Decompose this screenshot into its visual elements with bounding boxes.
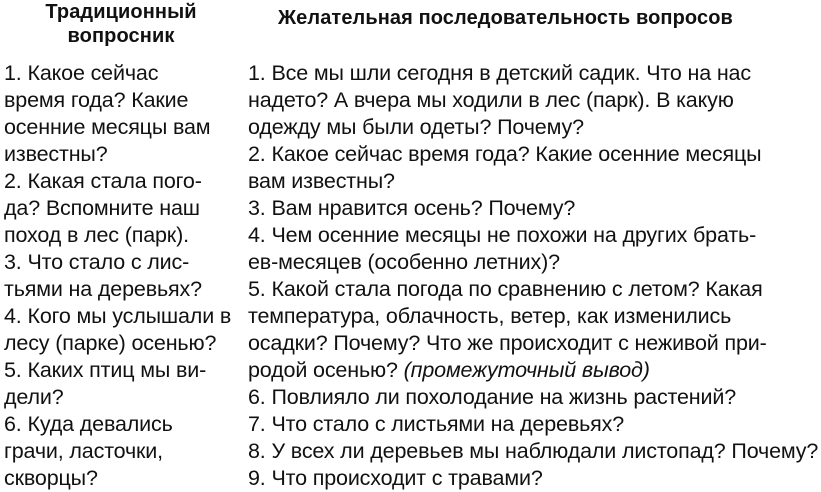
header-line-1: Традиционный <box>45 1 197 23</box>
text-line: осадки? Почему? Что же происходит с неживой при- <box>248 331 767 355</box>
text-line: 9. Что происходит с травами? <box>248 466 543 490</box>
text-line: 1. Какое сейчас <box>4 61 159 85</box>
text-line-with-note <box>248 357 818 384</box>
traditional-questionnaire-column <box>4 0 238 492</box>
text-line: скворцы? <box>4 466 98 490</box>
text-line: температура, облачность, ветер, как изменились <box>248 304 732 328</box>
text-line: 4. Кого мы услышали в <box>4 304 232 328</box>
text-segment: родой осенью? <box>248 358 398 382</box>
text-line: 7. Что стало с листьями на деревьях? <box>248 412 625 436</box>
text-line: вам известны? <box>248 169 395 193</box>
text-line: известны? <box>4 142 108 166</box>
text-line: дели? <box>4 385 64 409</box>
traditional-questionnaire-header <box>4 0 238 48</box>
text-line: ев-месяцев (особенно летних)? <box>248 250 560 274</box>
text-line: 5. Каких птиц мы ви- <box>4 358 207 382</box>
text-line: надето? А вчера мы ходили в лес (парк). В какую <box>248 88 734 112</box>
text-line: время года? Какие <box>4 88 189 112</box>
text-line: 3. Вам нравится осень? Почему? <box>248 196 576 220</box>
text-line: 6. Куда девались <box>4 412 173 436</box>
text-line: 5. Какой стала погода по сравнению с летом? Какая <box>248 277 763 301</box>
text-line: 2. Какое сейчас время года? Какие осенние месяцы <box>248 142 762 166</box>
text-line: тьями на деревьях? <box>4 277 202 301</box>
text-line: 2. Какая стала пого- <box>4 169 202 193</box>
text-line: осенние месяцы вам <box>4 115 211 139</box>
text-line: 1. Все мы шли сегодня в детский садик. Что на нас <box>248 61 751 85</box>
text-line: да? Вспомните наш <box>4 196 200 220</box>
text-line: 6. Повлияло ли похолодание на жизнь растений? <box>248 385 737 409</box>
text-line: поход в лес (парк). <box>4 223 189 247</box>
text-line: лесу (парке) осенью? <box>4 331 217 355</box>
text-line: грачи, ласточки, <box>4 439 163 463</box>
desired-sequence-header: Желательная последовательность вопросов <box>278 7 733 29</box>
text-line: 3. Что стало с лис- <box>4 250 190 274</box>
text-line: одежду мы были одеты? Почему? <box>248 115 584 139</box>
text-line: 8. У всех ли деревьев мы наблюдали листопад? Почему? <box>248 439 819 463</box>
desired-questions-list <box>248 60 818 492</box>
text-line: 4. Чем осенние месяцы не похожи на других брать- <box>248 223 757 247</box>
intermediate-conclusion-note: (промежуточный вывод) <box>403 358 650 382</box>
desired-sequence-column <box>248 0 818 492</box>
header-line-2: вопросник <box>67 25 175 47</box>
traditional-questions-list <box>4 60 238 492</box>
